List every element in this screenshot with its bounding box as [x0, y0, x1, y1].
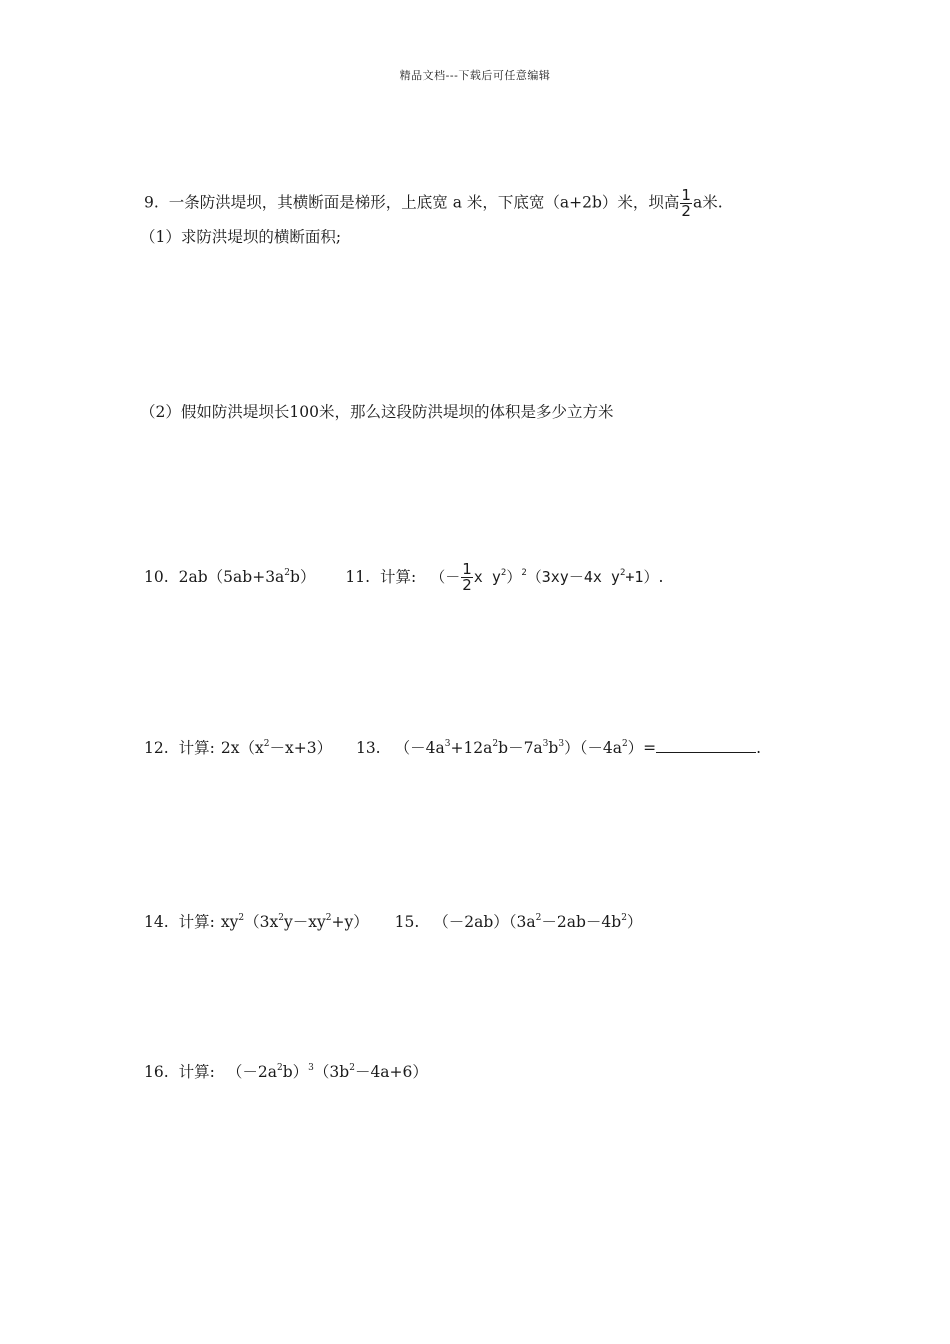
expression-16: $(-2a^2b)^3(3b^2-4a+6)$ — [226, 1063, 428, 1081]
expression-11: （－ $\frac{1}{2}$ x $y^2)^2(3xy-4x$ $y^2+1$） — [430, 560, 659, 594]
fraction-half: $\frac{1}{2}$ — [681, 186, 691, 220]
question-label: 计算: — [380, 568, 417, 586]
questions-12-13 — [144, 737, 761, 759]
question-number: 10. — [144, 568, 169, 586]
question-number: 14. — [144, 913, 169, 931]
question-text: 一条防洪堤坝，其横断面是梯形，上底宽 a 米，下底宽（a+2b）米，坝高 — [168, 193, 680, 212]
expression: －x+3） — [269, 739, 333, 757]
exponent: 2 — [284, 568, 291, 578]
question-label: 计算: — [178, 1063, 215, 1081]
exponent: 2 — [263, 739, 270, 749]
question-number: 16. — [144, 1063, 169, 1081]
questions-14-15 — [144, 911, 642, 933]
questions-10-11 — [144, 562, 663, 593]
question-16 — [144, 1061, 428, 1083]
expression: 2ab（5ab+3a — [178, 568, 285, 586]
question-label: 计算: — [178, 739, 215, 757]
expression: 2x（x — [220, 739, 264, 757]
expression-14: $xy^2(3x^2y-xy^2+y)$ — [220, 913, 369, 931]
question-tail: a米. — [692, 193, 723, 212]
period: . — [756, 739, 762, 757]
question-9-part-1: （1）求防洪堤坝的横断面积; — [140, 228, 342, 246]
question-number: 9. — [144, 193, 159, 212]
question-9 — [144, 188, 723, 219]
question-number: 11. — [345, 568, 370, 586]
question-9-part-2: （2）假如防洪堤坝长100米，那么这段防洪堤坝的体积是多少立方米 — [140, 403, 614, 421]
expression: b） — [290, 568, 316, 586]
page-header: 精品文档---下载后可任意编辑 — [399, 69, 551, 82]
question-number: 13. — [355, 739, 381, 757]
question-label: 计算: — [178, 913, 215, 931]
fraction-half: $\frac{1}{2}$ — [462, 560, 472, 594]
question-number: 12. — [144, 739, 169, 757]
answer-blank[interactable] — [656, 738, 756, 753]
period: . — [658, 568, 664, 586]
expression-15: $(-2ab)(3a^2-2ab-4b^2)$ — [433, 913, 643, 931]
expression-13: $(-4a^3+12a^2b-7a^3b^3)(-4a^2)=$ — [394, 739, 657, 757]
question-number: 15. — [394, 913, 420, 931]
